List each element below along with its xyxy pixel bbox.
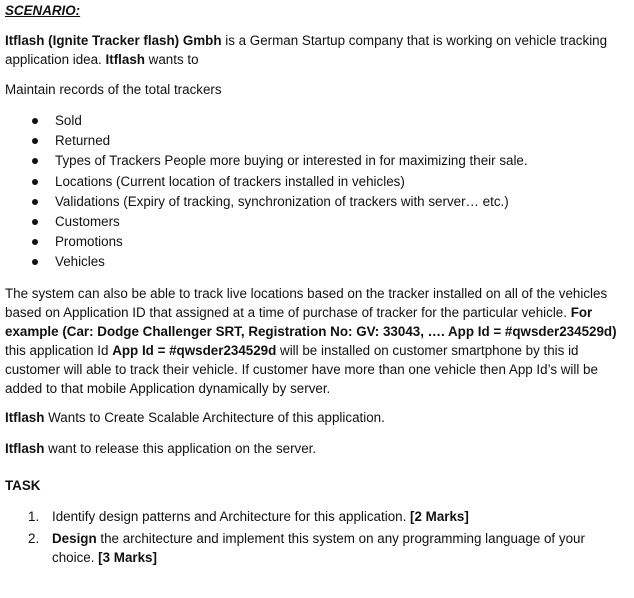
task-heading: TASK <box>5 477 41 493</box>
intro-text-2: wants to <box>144 52 199 67</box>
company-name: Itflash (Ignite Tracker flash) Gmbh <box>5 33 222 48</box>
document <box>5 0 627 567</box>
task-marks: [3 Marks] <box>98 549 157 565</box>
release-paragraph: Itflash want to release this application on the server. <box>5 440 317 456</box>
bullet-icon <box>32 138 38 144</box>
bullet-icon <box>32 199 38 205</box>
list-item: Validations (Expiry of tracking, synchronization of trackers with server… etc.) <box>5 192 627 212</box>
bullet-icon <box>32 219 38 225</box>
bullet-icon <box>32 118 38 124</box>
system-paragraph: The system can also be able to track live locations based on the tracker installed on all of the vehicles based on Application ID that assigned at a time of purchase of tracker for the particular vehicle. For example (Car: Dodge Challenger SRT, Registration No: GV: 33043, …. App Id = #qwsder234529d) this application Id App Id = #qwsder234529d will be installed on customer smartphone by this id customer will able to track their vehicle. If customer have more than one vehicle then App Id’s will be added to that mobile Application dynamically by server. <box>5 285 617 396</box>
brand-name: Itflash <box>5 440 45 456</box>
task-item: 1. Identify design patterns and Architecture for this application. [2 Marks] <box>28 508 469 524</box>
task-number: 1. <box>28 508 40 524</box>
scalable-paragraph: Itflash Wants to Create Scalable Architecture of this application. <box>5 409 385 425</box>
intro-paragraph <box>5 31 627 69</box>
scenario-heading: SCENARIO: <box>5 3 81 18</box>
bullet-icon <box>32 179 38 185</box>
brand-name: Itflash <box>105 52 145 67</box>
maintain-paragraph: Maintain records of the total trackers <box>5 82 222 97</box>
task-list <box>5 507 627 567</box>
bullet-icon <box>32 239 38 245</box>
bullet-icon <box>32 259 38 265</box>
example-text: For example (Car: Dodge Challenger SRT, Registration No: GV: 33043, …. App Id = #qwsder234529d) <box>5 304 617 339</box>
list-item: Vehicles <box>5 252 627 272</box>
task-number: 2. <box>28 530 40 546</box>
intro-text-1: is a German Startup company that is working on vehicle tracking application idea. <box>5 33 608 67</box>
task-item: 2. Design the architecture and implement this system on any programming language of your choice. [3 Marks] <box>28 530 585 565</box>
list-item: Customers <box>5 212 627 232</box>
list-item: Locations (Current location of trackers installed in vehicles) <box>5 172 627 192</box>
bullet-icon <box>32 158 38 164</box>
task-marks: [2 Marks] <box>410 508 469 524</box>
list-item: Types of Trackers People more buying or interested in for maximizing their sale. <box>5 151 627 171</box>
app-id-text: App Id = #qwsder234529d <box>112 342 277 358</box>
list-item: Sold <box>5 111 627 131</box>
tracker-records-list <box>5 111 627 273</box>
list-item: Returned <box>5 131 627 151</box>
brand-name: Itflash <box>5 409 45 425</box>
list-item: Promotions <box>5 232 627 252</box>
